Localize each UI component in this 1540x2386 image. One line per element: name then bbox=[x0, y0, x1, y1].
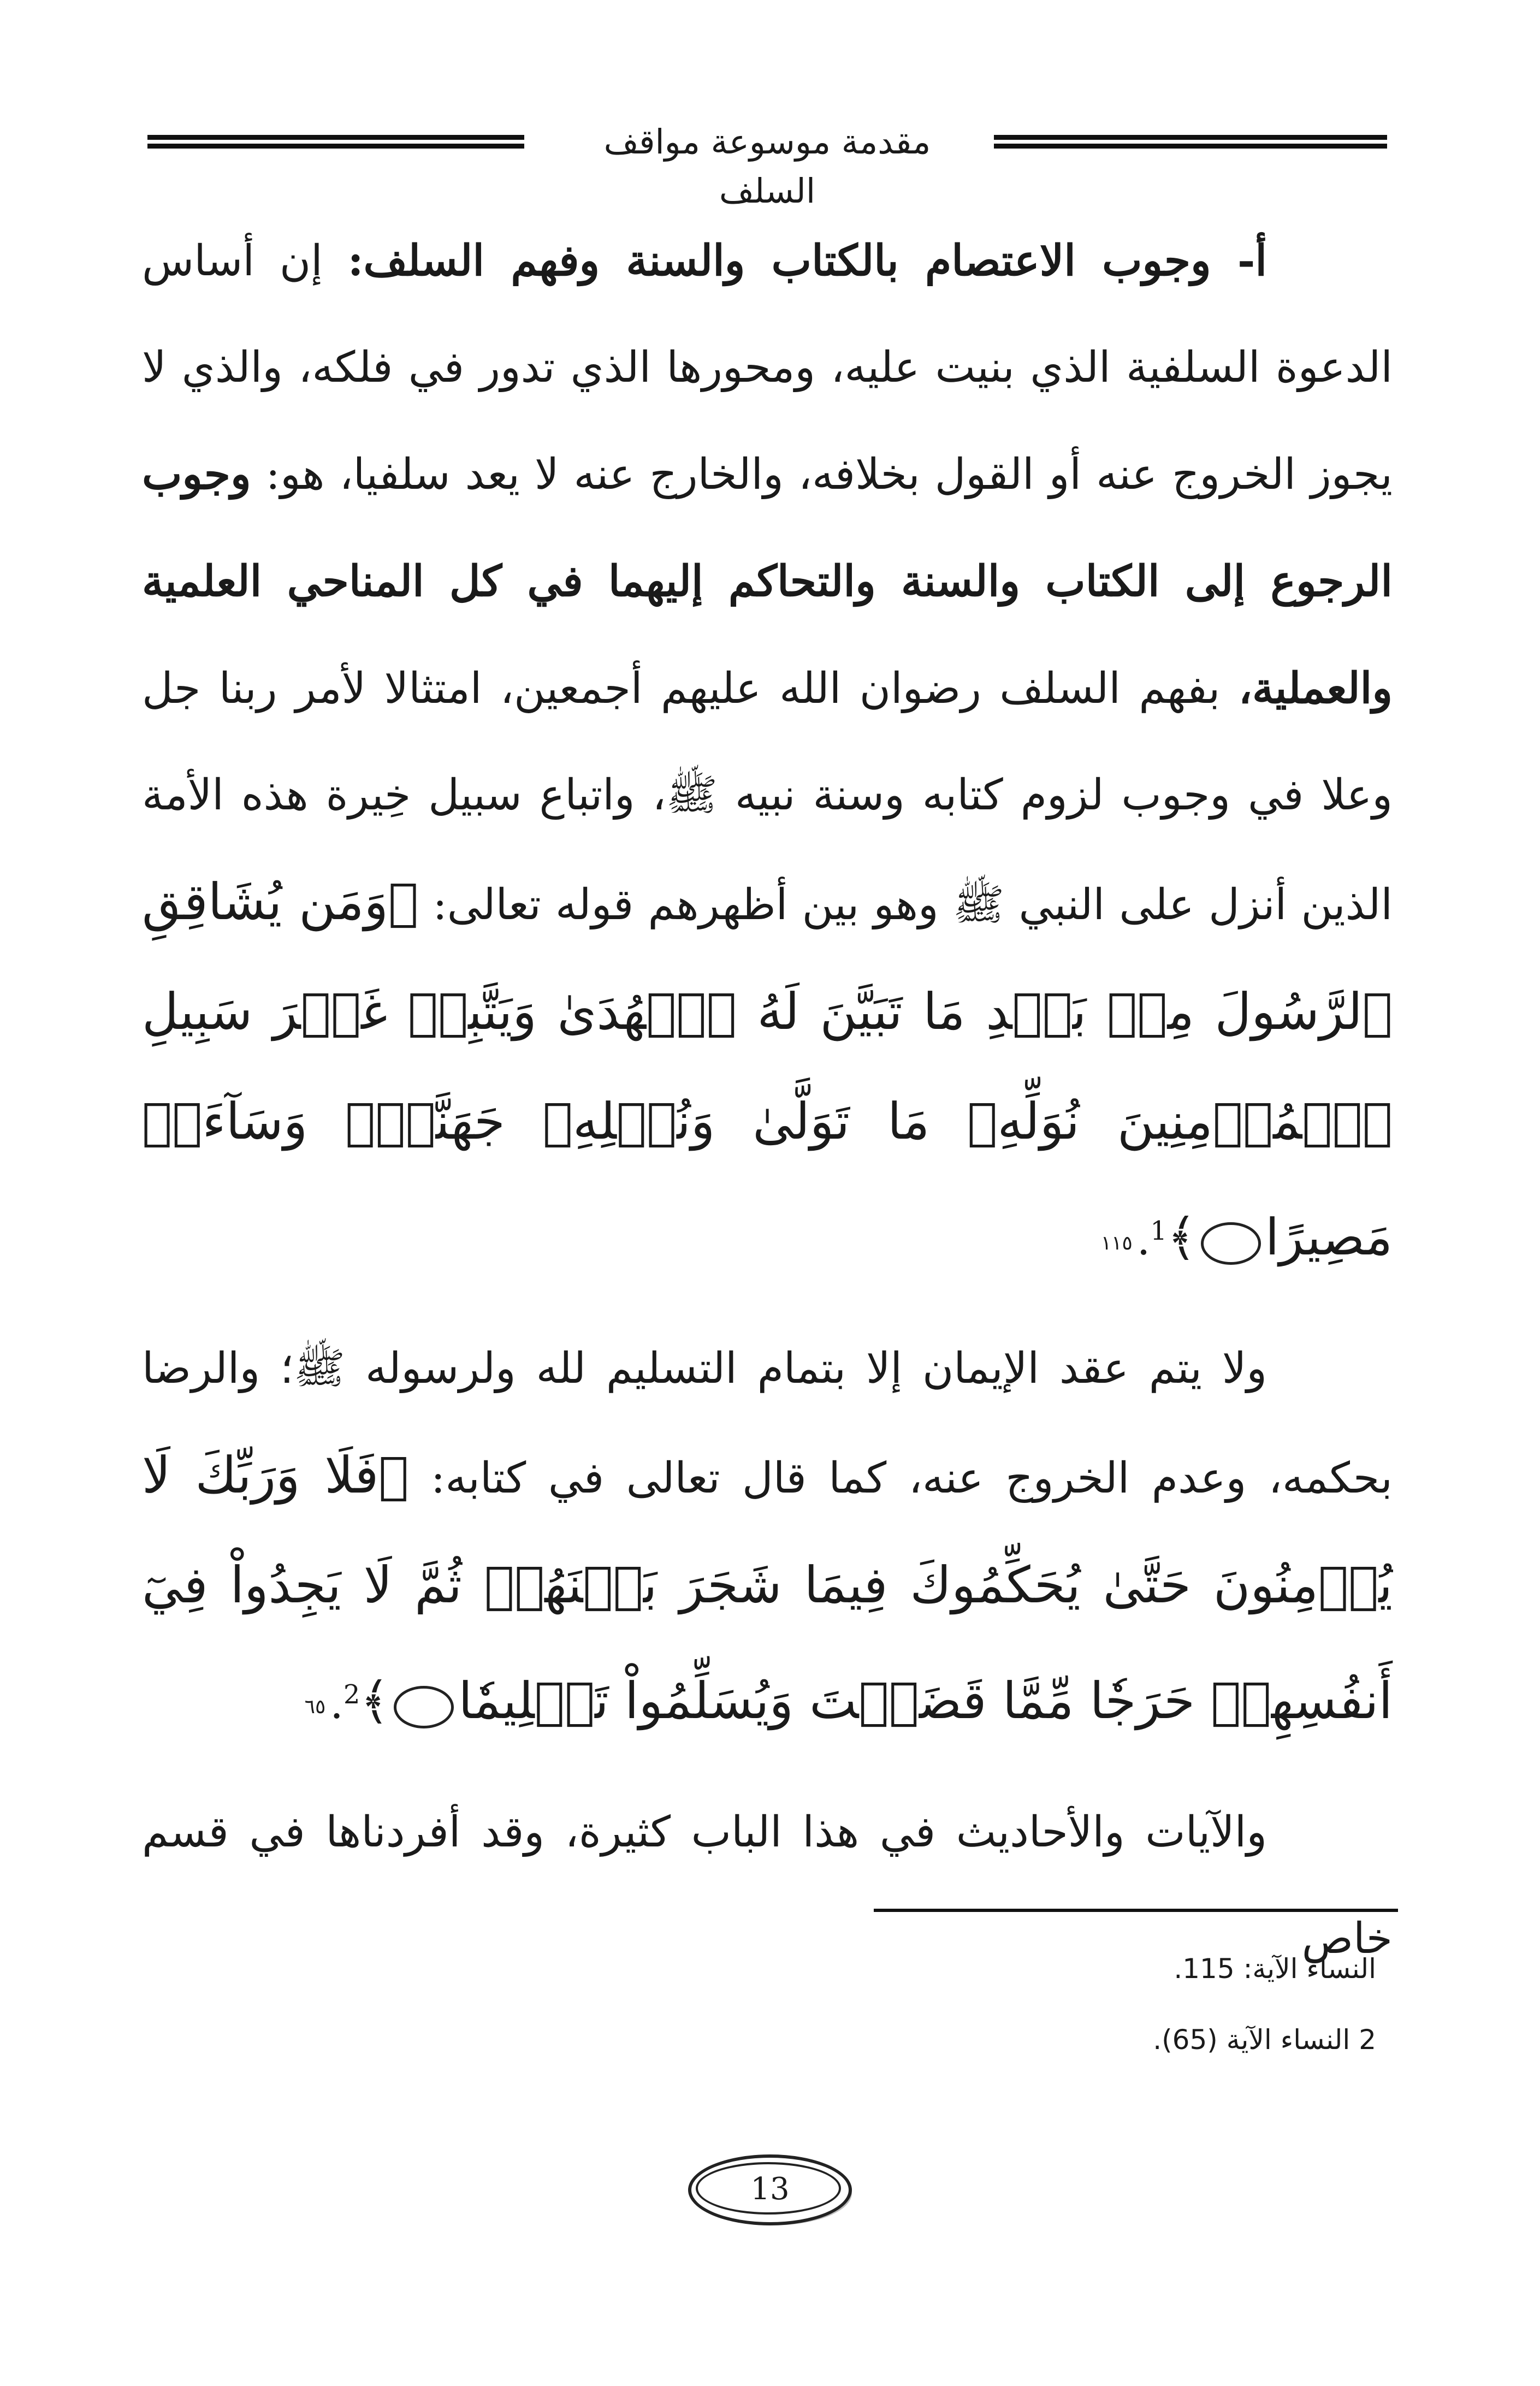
quran-close-bracket-2: ﴾ bbox=[360, 1672, 390, 1730]
paragraph-1-text-a: إن أساس الدعوة السلفية الذي بنيت عليه، ومحورها الذي تدور في فلكه، والذي لا يجوز الخروج عنه أو القول بخلافه، والخارج عنه لا يعد سلفيا، هو: bbox=[142, 236, 1393, 499]
paragraph-2 bbox=[142, 1316, 1393, 1757]
paragraph-2-text: ولا يتم عقد الإيمان إلا بتمام التسليم لله ولرسوله ﷺ؛ والرضا بحكمه، وعدم الخروج عنه، كما قال تعالى في كتابه: bbox=[142, 1344, 1393, 1503]
period-2: . bbox=[330, 1679, 343, 1728]
page-header bbox=[147, 117, 1387, 211]
footnote-separator bbox=[874, 1909, 1398, 1912]
ayah-number-marker-1: ١١٥ bbox=[1201, 1222, 1261, 1265]
footnote-ref-1[interactable]: 1 bbox=[1150, 1216, 1167, 1246]
quran-verse-1: ﴿وَمَن يُشَاقِقِ ٱلرَّسُولَ مِنۢ بَعۡدِ مَا تَبَيَّنَ لَهُ ٱلۡهُدَىٰ وَيَتَّبِعۡ غَيۡرَ سَبِيلِ ٱلۡمُؤۡمِنِينَ نُوَلِّهِۦ مَا تَوَلَّىٰ وَنُصۡلِهِۦ جَهَنَّمَۖ وَسَآءَتۡ مَصِيرًا bbox=[142, 873, 1393, 1266]
footnote-2: 2 النساء الآية (65). bbox=[1153, 2024, 1376, 2056]
header-rule-left bbox=[147, 135, 524, 149]
section-heading: أ- وجوب الاعتصام بالكتاب والسنة وفهم السلف: bbox=[347, 236, 1267, 286]
period-1: . bbox=[1136, 1216, 1151, 1265]
page-number: 13 bbox=[750, 2171, 790, 2207]
header-rule-right bbox=[994, 135, 1387, 149]
paragraph-3: والآيات والأحاديث في هذا الباب كثيرة، وقد أفردناها في قسم خاص bbox=[142, 1808, 1393, 1963]
paragraph-1 bbox=[142, 208, 1393, 1294]
quran-close-bracket-1: ﴾ bbox=[1166, 1208, 1197, 1266]
footnote-1: النساء الآية: 115. bbox=[1174, 1953, 1376, 1985]
header-title: مقدمة موسوعة مواقف السلف bbox=[603, 122, 931, 211]
quran-verse-2: ﴿فَلَا وَرَبِّكَ لَا يُؤۡمِنُونَ حَتَّىٰ يُحَكِّمُوكَ فِيمَا شَجَرَ بَيۡنَهُمۡ ثُمَّ لَا يَجِدُواْ فِيٓ أَنفُسِهِمۡ حَرَجٗا مِّمَّا قَضَيۡتَ وَيُسَلِّمُواْ تَسۡلِيمٗا bbox=[142, 1446, 1393, 1730]
body-text bbox=[142, 208, 1393, 1992]
footnote-ref-2[interactable]: 2 bbox=[343, 1679, 360, 1710]
paragraph-1-text-b: بفهم السلف رضوان الله عليهم أجمعين، امتثالا لأمر ربنا جل وعلا في وجوب لزوم كتابه وسنة نبيه ﷺ، واتباع سبيل خِيرة هذه الأمة الذين أنزل على النبي ﷺ وهو بين أظهرهم قوله تعالى: bbox=[142, 664, 1393, 929]
paragraph-1-bold-statement: وجوب الرجوع إلى الكتاب والسنة والتحاكم إليهما في كل المناحي العلمية والعملية، bbox=[142, 449, 1393, 713]
ayah-number-marker-2: ٦٥ bbox=[394, 1686, 454, 1728]
footnotes bbox=[655, 1933, 1376, 2075]
page-number-badge bbox=[688, 2154, 852, 2225]
